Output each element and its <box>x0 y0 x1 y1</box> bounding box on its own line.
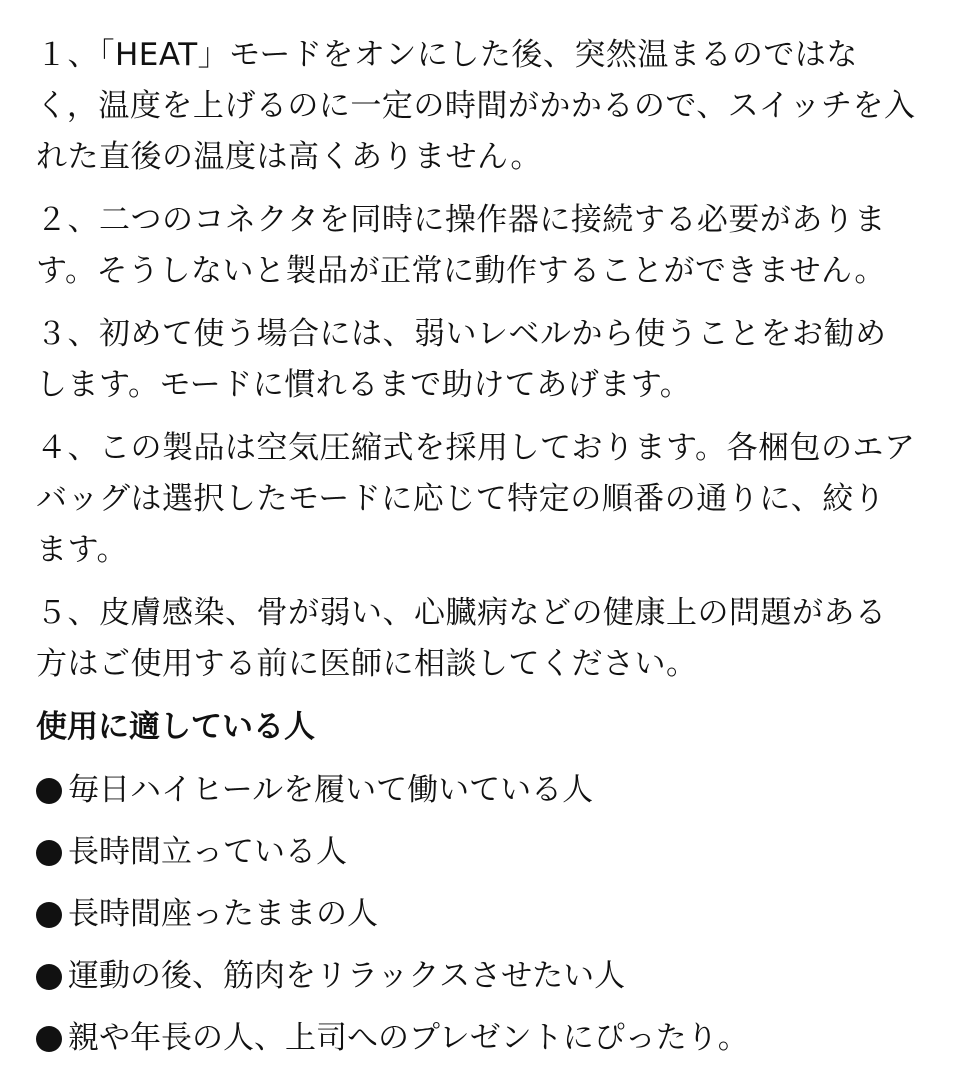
note-paragraph-4: ４、この製品は空気圧縮式を採用しております。各梱包のエアバッグは選択したモードに応じて特定の順番の通りに、絞ります。 <box>36 430 916 568</box>
list-item-text: 長時間立っている人 <box>68 834 347 870</box>
list-item <box>36 1013 916 1064</box>
bullet-icon <box>36 840 62 866</box>
bullet-icon <box>36 964 62 990</box>
suitable-users-heading: 使用に適している人 <box>36 709 315 745</box>
list-item <box>36 889 916 940</box>
document-page <box>36 30 916 1075</box>
list-item-text: 親や年長の人、上司へのプレゼントにぴったり。 <box>68 1020 749 1056</box>
suitable-users-list <box>36 765 916 1064</box>
note-paragraph-2: ２、二つのコネクタを同時に操作器に接続する必要があります。そうしないと製品が正常に動作することができません。 <box>36 202 886 289</box>
note-paragraph-5: ５、皮膚感染、骨が弱い、心臓病などの健康上の問題がある方はご使用する前に医師に相談してください。 <box>36 595 887 682</box>
bullet-icon <box>36 1026 62 1052</box>
bullet-icon <box>36 778 62 804</box>
list-item-text: 毎日ハイヒールを履いて働いている人 <box>68 772 594 808</box>
note-paragraph-1: １、「HEAT」モードをオンにした後、突然温まるのではなく，温度を上げるのに一定の時間がかかるので、スイッチを入れた直後の温度は高くありません。 <box>36 37 916 175</box>
note-paragraph-3: ３、初めて使う場合には、弱いレベルから使うことをお勧めします。モードに慣れるまで助けてあげます。 <box>36 316 887 403</box>
list-item <box>36 827 916 878</box>
list-item <box>36 765 916 816</box>
list-item-text: 運動の後、筋肉をリラックスさせたい人 <box>68 958 626 994</box>
list-item-text: 長時間座ったままの人 <box>68 896 378 932</box>
list-item <box>36 951 916 1002</box>
bullet-icon <box>36 902 62 928</box>
